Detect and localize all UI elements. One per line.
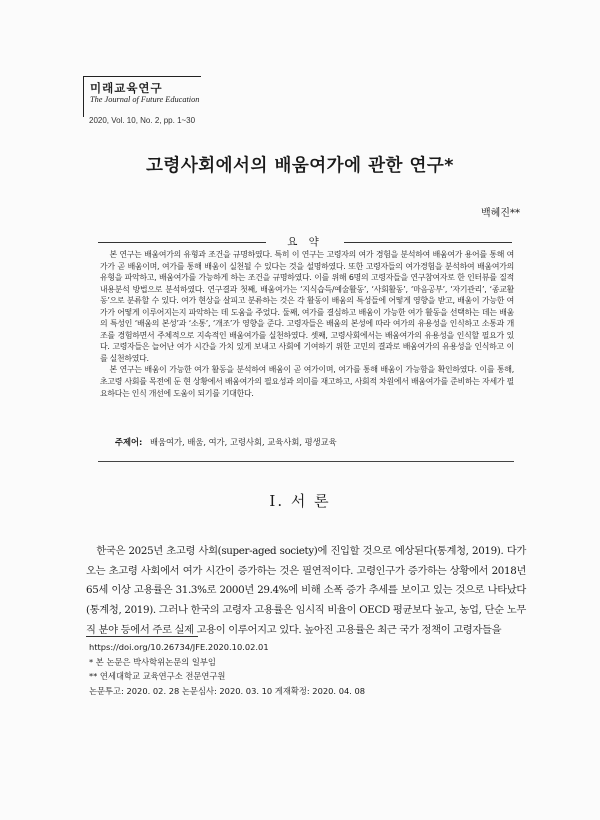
paper-title: 고령사회에서의 배움여가에 관한 연구* [146,156,454,176]
doi-link[interactable]: https://doi.org/10.26734/JFE.2020.10.02.01 [89,642,269,652]
abstract-heading [98,234,512,250]
journal-name-english: The Journal of Future Education [90,95,200,104]
abstract-body [100,249,514,399]
keywords [115,436,337,448]
section-title: I. 서 론 [269,492,331,510]
keywords-label: 주제어: [115,437,143,447]
footnote-1: * 본 논문은 박사학위논문의 일부임 [89,656,216,667]
keywords-list: 배움여가, 배움, 여가, 고령사회, 교육사회, 평생교육 [150,437,337,447]
journal-name-korean: 미래교육연구 [90,81,163,95]
journal-header [83,76,201,117]
body-paragraph: 한국은 2025년 초고령 사회(super-aged society)에 진입할 것으로 예상된다(통계청, 2019). 다가오는 초고령 사회에서 여가 시간이 증가하는 것은 필연적이다. 고령인구가 증가하는 상황에서 2018년 65세 이상 고용률은 31.3%로 2000년 29.4%에 비해 소폭 증가 추세를 보이고 있는 것으로 나타났다(통계청, 2019). 그러나 한국의 고령자 고용률은 임시직 비율이 OECD 평균보다 높고, 농업, 단순 노무직 분야 등에서 주로 실제 고용이 이루어지고 있다. 높아진 고용률은 최근 국가 정책이 고령자들을 [86,545,526,636]
footnote-rule [86,636,198,637]
body-text [86,542,526,641]
footnote-2: ** 연세대학교 교육연구소 전문연구원 [89,671,226,682]
abstract-divider [98,461,514,462]
submission-dates: 논문투고: 2020. 02. 28 논문심사: 2020. 03. 10 게재확정: 2020. 04. 08 [89,685,366,696]
journal-volume-info: 2020, Vol. 10, No. 2, pp. 1~30 [89,116,196,125]
abstract-paragraph-2: 본 연구는 배움이 가능한 여가 활동을 분석하여 배움이 곧 여가이며, 여가를 통해 배움이 가능함을 확인하였다. 이를 통해, 초고령 사회를 목전에 둔 현 상황에서 배움여가의 필요성과 의미를 재고하고, 사회적 차원에서 배움여가를 준비하는 자세가 필요하다는 인식 개선에 도움이 되기를 기대한다. [100,365,514,398]
abstract-heading-rule-right [344,242,512,243]
abstract-paragraph-1: 본 연구는 배움여가의 유형과 조건을 규명하였다. 특히 이 연구는 고령자의 여가 경험을 분석하여 배움여가 용어를 통해 여가가 곧 배움이며, 여가를 통해 배움이 실천될 수 있다는 것을 설명하였다. 또한 고령자들의 여가경험을 분석하여 배움여가의 유형을 파악하고, 배움여가를 가능하게 하는 조건을 규명하였다. 이를 위해 6명의 고령자들을 연구참여자로 한 인터뷰를 질적내용분석 방법으로 분석하였다. 연구결과 첫째, 배움여가는 ‘지식습득/예술활동’, ‘사회활동’, ‘마음공부’, ‘자기관리’, ‘종교활동’으로 분류할 수 있다. 여가 현상을 살피고 분류하는 것은 각 활동이 배움의 특성들에 어떻게 영향을 받고, 배움이 가능한 여가가 어떻게 이루어지는지 파악하는 데 도움을 주었다. 둘째, 여가를 결심하고 배움이 가능한 여가 활동을 선택하는 데는 배움의 특성인 ‘배움의 본성’과 ‘소통’, ‘개조’가 영향을 준다. 고령자들은 배움의 본성에 따라 여가의 유용성을 인식하고 소통과 개조를 경험하면서 주체적으로 지속적인 배움여가를 실천하였다. 셋째, 고령사회에서는 배움여가의 유용성을 인식할 필요가 있다. 고령자들은 늘어난 여가 시간을 가치 있게 보내고 사회에 기여하기 위한 고민의 결과로 배움여가의 유용성을 인식하고 이를 실천하였다. [100,250,514,363]
author-name: 백혜진** [481,208,520,219]
footnotes [89,640,365,698]
abstract-heading-label: 요 약 [287,236,323,248]
